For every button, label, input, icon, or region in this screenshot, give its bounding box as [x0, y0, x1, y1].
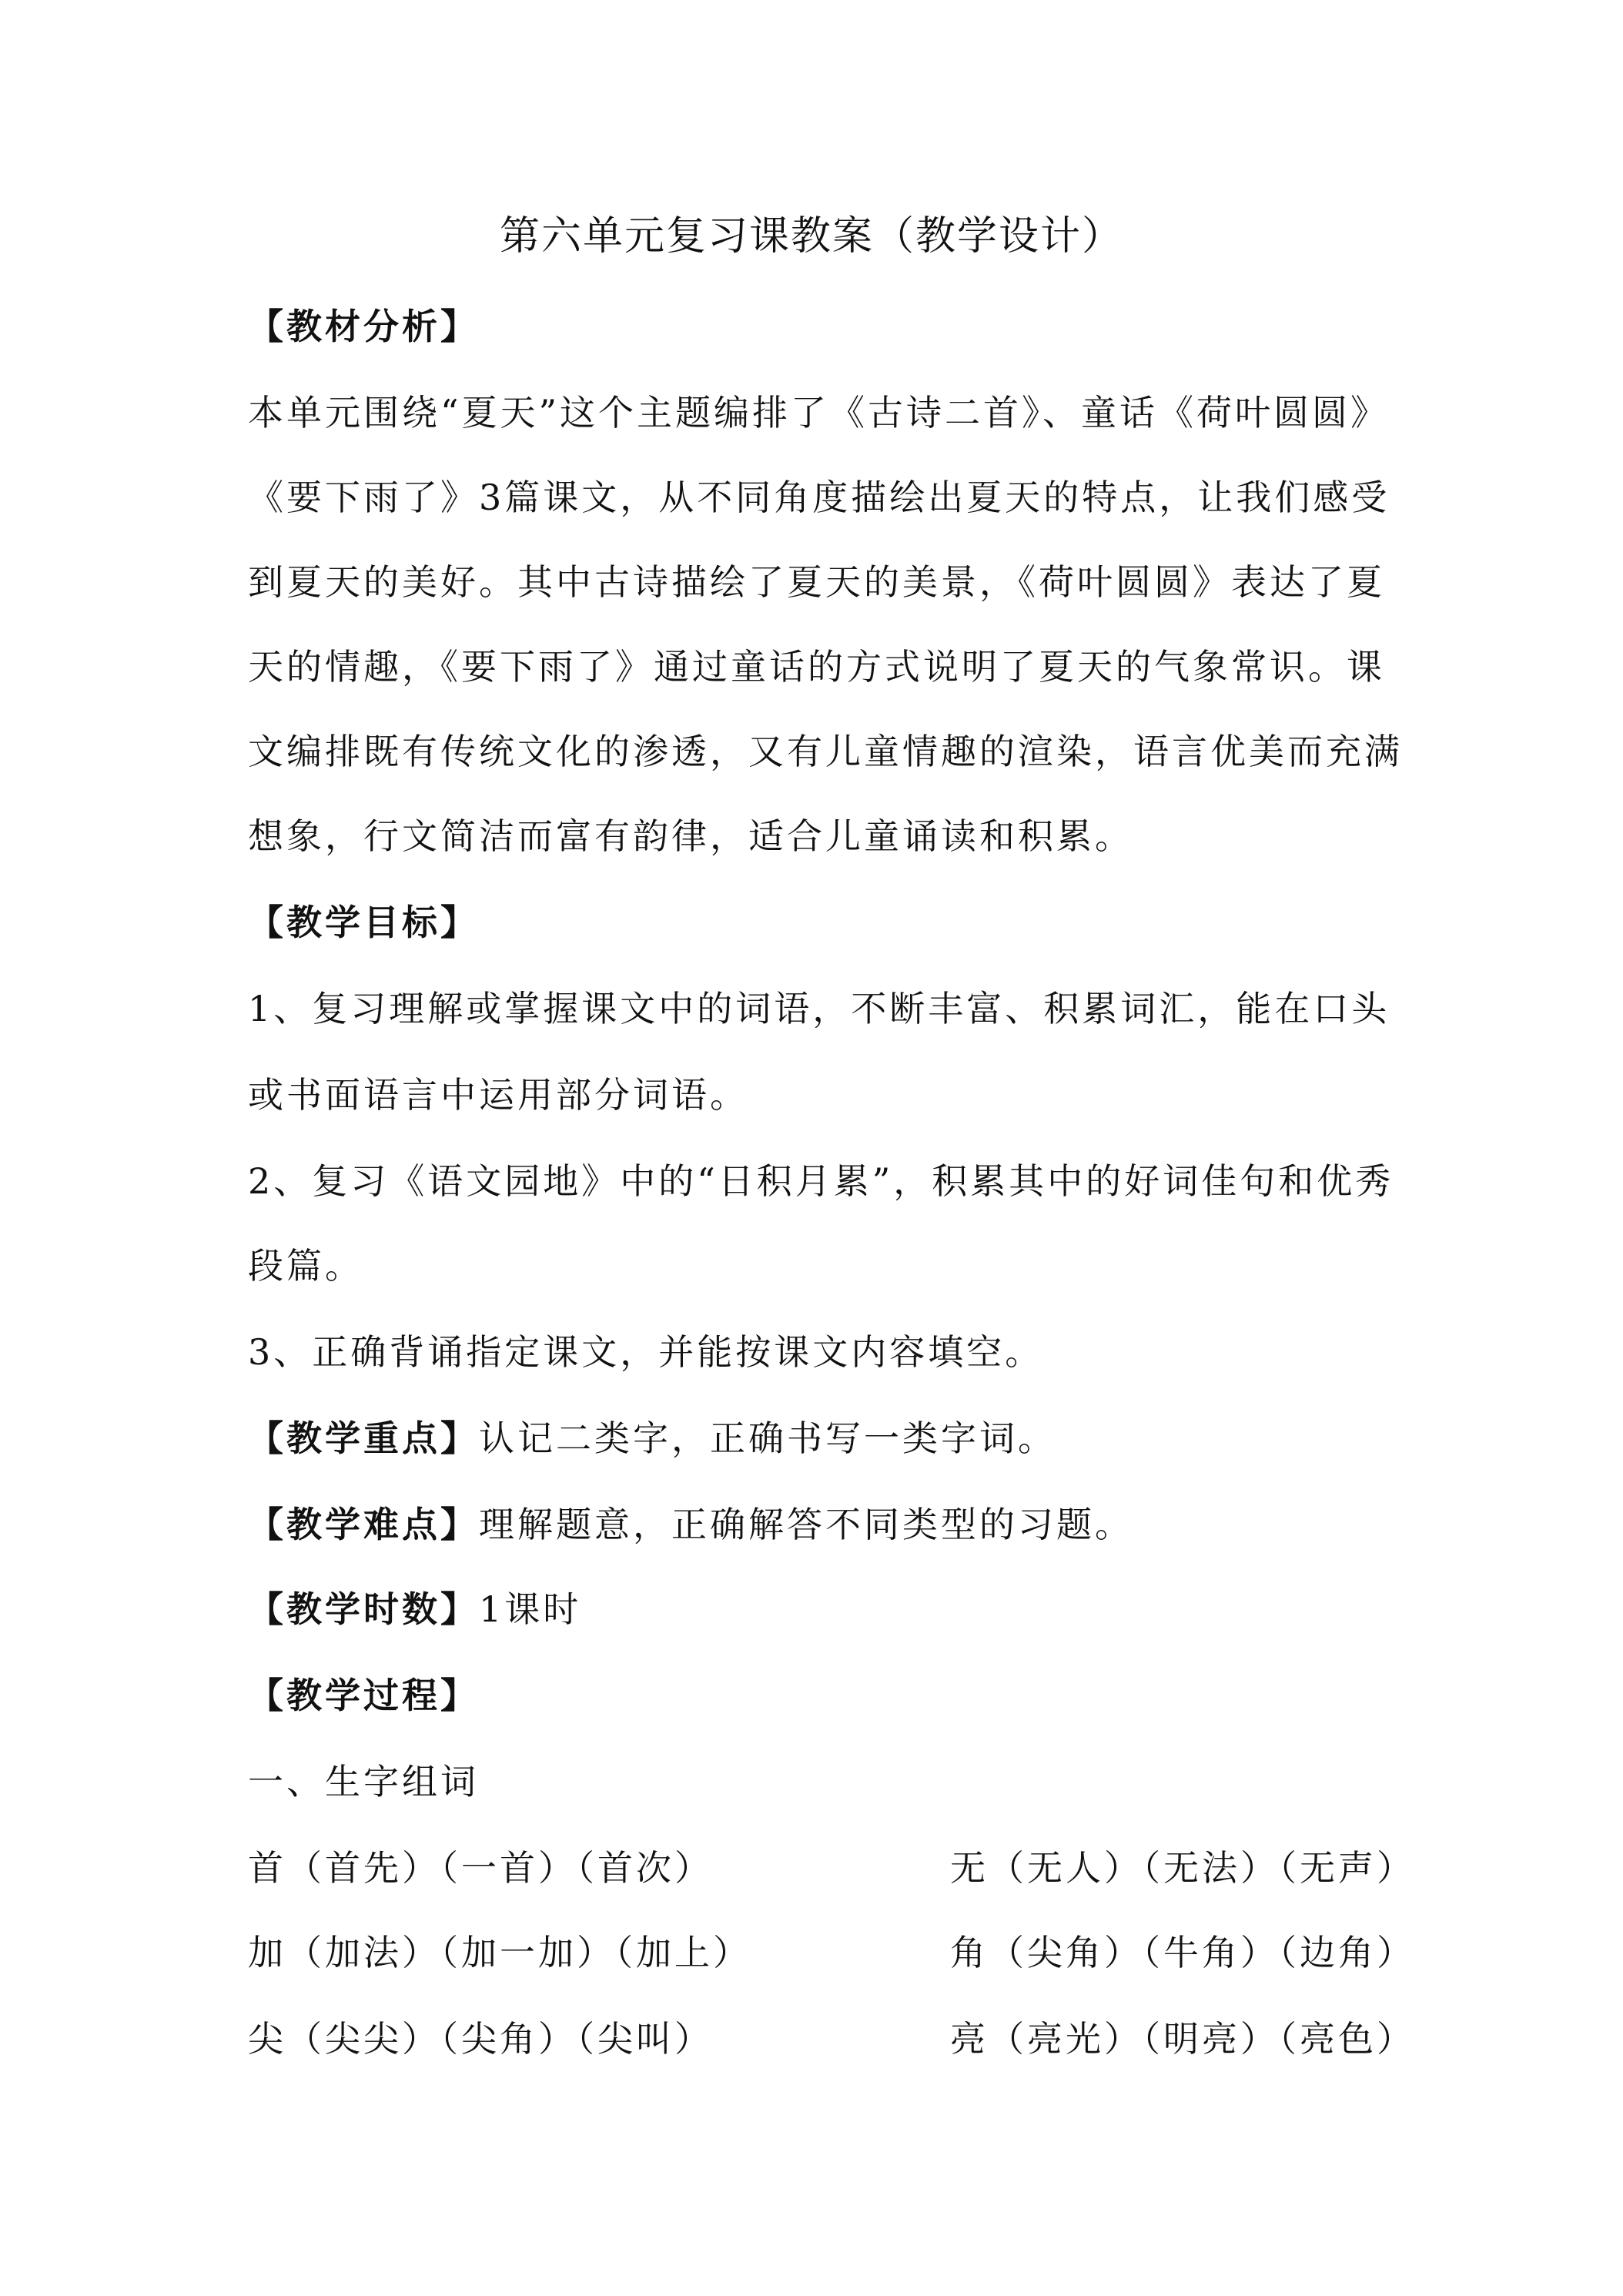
difficulty-row: [248, 1500, 1387, 1549]
process-heading: 【教学过程】: [248, 1675, 479, 1716]
hours-row: [248, 1585, 1387, 1634]
goal-line: 或书面语言中运用部分词语。: [248, 1074, 748, 1116]
difficulty-text: 理解题意，正确解答不同类型的习题。: [479, 1504, 1133, 1545]
word-row-left: 加（加法）（加一加）（加上）: [248, 1932, 751, 1973]
goal-line: 2、复习《语文园地》中的“日积月累”，积累其中的好词佳句和优秀: [248, 1160, 1394, 1202]
paragraph-line: 天的情趣，《要下雨了》通过童话的方式说明了夏天的气象常识。课: [248, 646, 1385, 688]
word-row-left: 首（首先）（一首）（首次）: [248, 1847, 713, 1889]
word-row-right: 角（尖角）（牛角）（边角）: [950, 1932, 1415, 1973]
hours-text: 1课时: [479, 1588, 582, 1630]
word-row-right: 无（无人）（无法）（无声）: [950, 1847, 1415, 1889]
paragraph-line: 想象，行文简洁而富有韵律，适合儿童诵读和积累。: [248, 815, 1133, 857]
goal-line: 3、正确背诵指定课文，并能按课文内容填空。: [248, 1331, 1044, 1373]
paragraph-line: 本单元围绕“夏天”这个主题编排了《古诗二首》、童话《荷叶圆圆》: [248, 392, 1390, 433]
paragraph-line: 到夏天的美好。其中古诗描绘了夏天的美景，《荷叶圆圆》表达了夏: [248, 561, 1385, 603]
word-row-right: 亮（亮光）（明亮）（亮色）: [950, 2018, 1415, 2060]
difficulty-heading: 【教学难点】: [248, 1504, 479, 1545]
key-point-text: 认记二类字，正确书写一类字词。: [479, 1417, 1056, 1459]
goal-line: 段篇。: [248, 1245, 363, 1287]
goals-heading: 【教学目标】: [248, 902, 479, 943]
key-point-heading: 【教学重点】: [248, 1417, 479, 1459]
word-row-left: 尖（尖尖）（尖角）（尖叫）: [248, 2018, 713, 2060]
goal-line: 1、复习理解或掌握课文中的词语，不断丰富、积累词汇，能在口头: [248, 988, 1390, 1029]
analysis-heading: 【教材分析】: [248, 306, 479, 347]
paragraph-line: 文编排既有传统文化的渗透，又有儿童情趣的渲染，语言优美而充满: [248, 731, 1403, 772]
paragraph-line: 《要下雨了》3篇课文，从不同角度描绘出夏天的特点，让我们感受: [248, 477, 1390, 518]
process-sub-heading: 一、生字组词: [248, 1761, 479, 1802]
page-title: 第六单元复习课教案（教学设计）: [499, 213, 1123, 259]
key-point-row: [248, 1414, 1387, 1463]
hours-heading: 【教学时数】: [248, 1588, 479, 1630]
